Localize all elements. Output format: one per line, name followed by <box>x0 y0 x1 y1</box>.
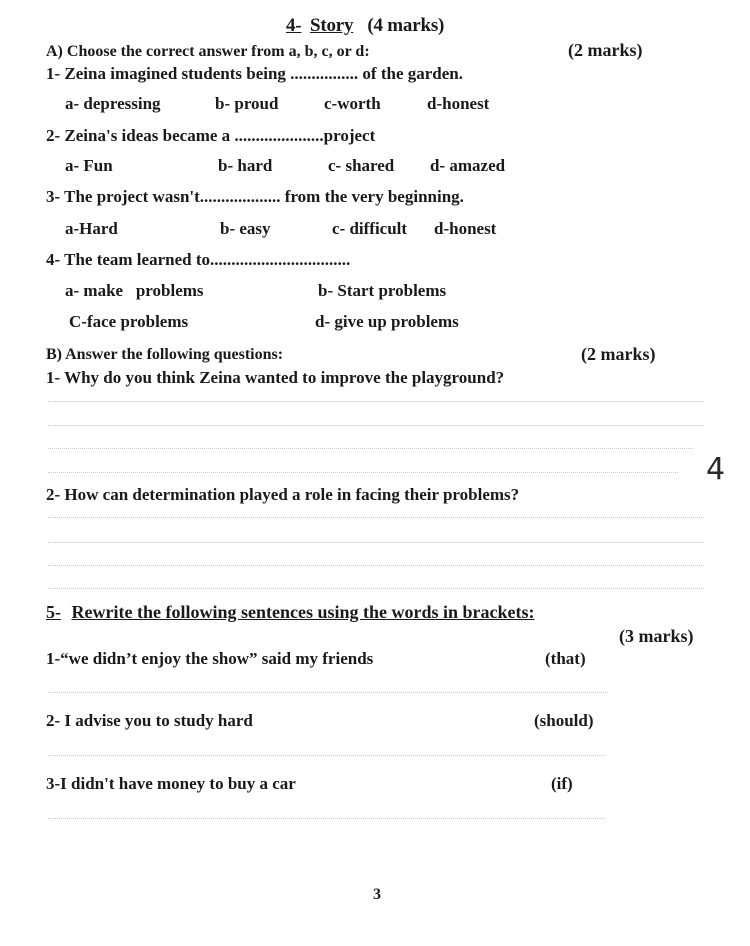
question-a4: 4- The team learned to................................. <box>46 250 351 269</box>
part-a-marks: (2 marks) <box>568 40 643 60</box>
section-4-number: 4- <box>286 15 302 36</box>
rewrite-sentence-1: 1-“we didn’t enjoy the show” said my friends <box>46 649 374 668</box>
answer-line-b2-4[interactable] <box>48 588 704 589</box>
question-a2: 2- Zeina's ideas became a .....................project <box>46 126 376 145</box>
section-5-heading <box>46 602 534 623</box>
rewrite-sentence-3: 3-I didn't have money to buy a car <box>46 774 296 793</box>
option-a2-c: c- shared <box>328 156 395 175</box>
question-a3: 3- The project wasn't................... from the very beginning. <box>46 187 464 206</box>
section-4-marks: (4 marks) <box>367 15 445 36</box>
section-5-marks: (3 marks) <box>619 626 694 646</box>
option-a2-d: d- amazed <box>430 156 506 175</box>
option-a3-c: c- difficult <box>332 219 408 238</box>
page-number: 3 <box>373 886 381 903</box>
option-a4-c: C-face problems <box>69 312 189 331</box>
option-a4-b: b- Start problems <box>318 281 447 300</box>
rewrite-word-2: (should) <box>534 711 594 730</box>
option-a2-a: a- Fun <box>65 156 113 175</box>
part-b-instruction: B) Answer the following questions: <box>46 346 284 363</box>
answer-line-b1-1[interactable] <box>48 401 704 402</box>
answer-line-b1-4[interactable] <box>48 472 678 473</box>
part-a-instruction: A) Choose the correct answer from a, b, c, or d: <box>46 43 370 60</box>
question-a1: 1- Zeina imagined students being ................ of the garden. <box>46 64 463 83</box>
option-a1-c: c-worth <box>324 94 381 113</box>
answer-line-b1-2[interactable] <box>48 425 704 426</box>
answer-line-b2-1[interactable] <box>48 517 704 518</box>
question-b2: 2- How can determination played a role in facing their problems? <box>46 485 520 504</box>
option-a1-d: d-honest <box>427 94 490 113</box>
option-a1-b: b- proud <box>215 94 279 113</box>
rewrite-line-3[interactable] <box>48 818 604 819</box>
option-a3-a: a-Hard <box>65 219 118 238</box>
rewrite-line-2[interactable] <box>48 755 604 756</box>
section-5-number: 5- <box>46 602 61 622</box>
answer-line-b2-3[interactable] <box>48 565 704 566</box>
score-mark: 4 <box>706 452 726 487</box>
question-b1: 1- Why do you think Zeina wanted to improve the playground? <box>46 368 505 387</box>
option-a1-a: a- depressing <box>65 94 161 113</box>
option-a4-d: d- give up problems <box>315 312 459 331</box>
part-b-marks: (2 marks) <box>581 344 656 364</box>
option-a3-b: b- easy <box>220 219 271 238</box>
rewrite-word-3: (if) <box>551 774 573 793</box>
rewrite-line-1[interactable] <box>48 692 608 693</box>
option-a4-a: a- make problems <box>65 281 204 300</box>
section-4-title: Story <box>310 15 354 36</box>
rewrite-word-1: (that) <box>545 649 586 668</box>
option-a3-d: d-honest <box>434 219 497 238</box>
rewrite-sentence-2: 2- I advise you to study hard <box>46 711 253 730</box>
answer-line-b1-3[interactable] <box>48 448 693 449</box>
option-a2-b: b- hard <box>218 156 273 175</box>
section-5-title: Rewrite the following sentences using the words in brackets: <box>71 602 535 622</box>
answer-line-b2-2[interactable] <box>48 542 704 543</box>
section-4-heading <box>286 15 444 37</box>
